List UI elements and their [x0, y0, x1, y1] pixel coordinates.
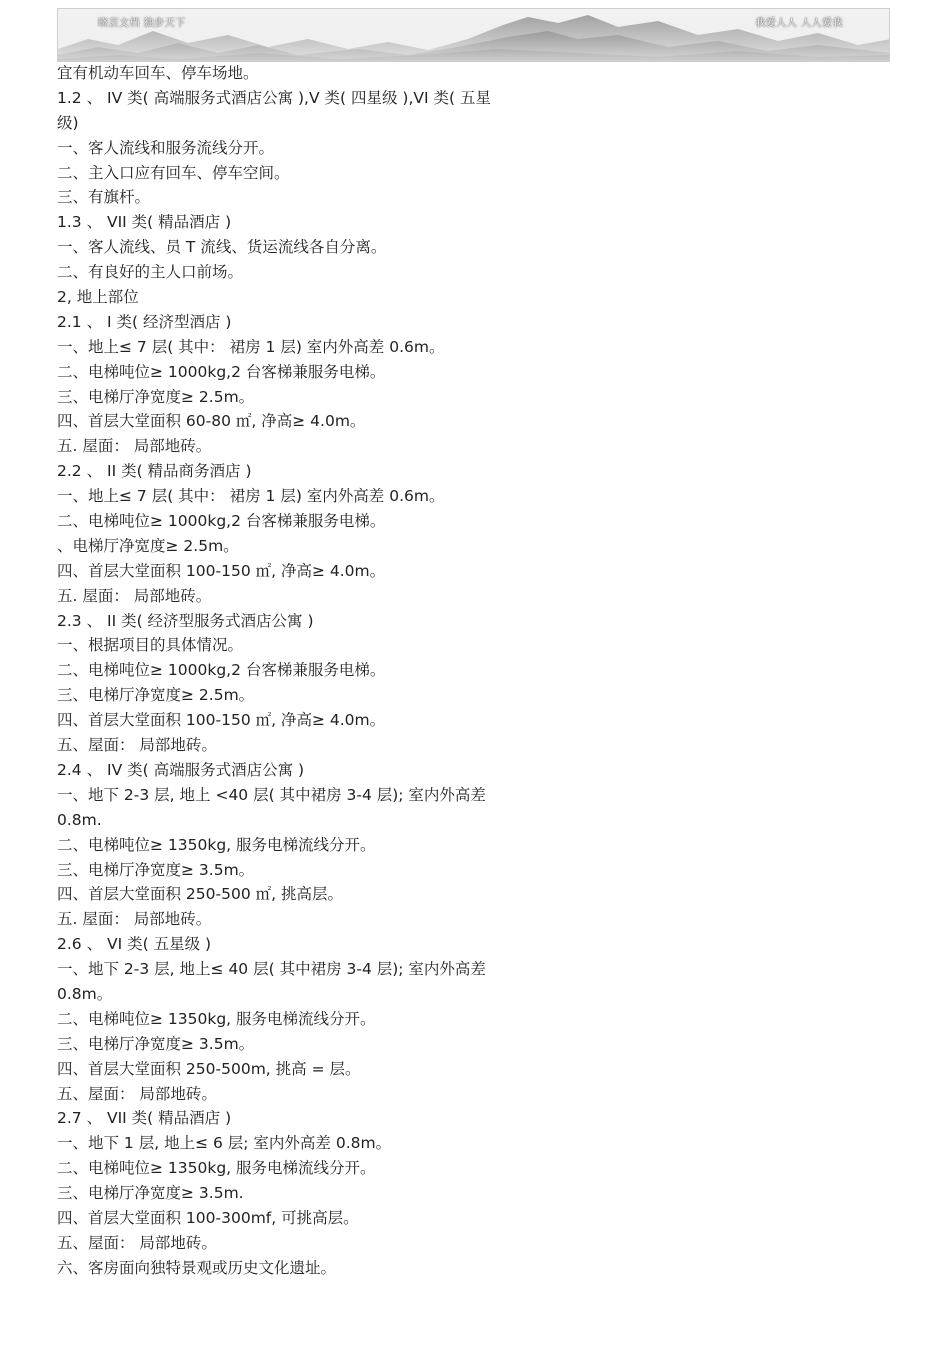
- list-item: 四、首层大堂面积 250-500 ㎡, 挑高层。: [57, 885, 343, 904]
- section-heading: 2.2 、 II 类( 精品商务酒店 ): [57, 462, 252, 481]
- section-heading: 2.3 、 II 类( 经济型服务式酒店公寓 ): [57, 611, 314, 630]
- list-item: 二、电梯吨位≥ 1350kg, 服务电梯流线分开。: [57, 835, 376, 854]
- list-item: 一、地下 2-3 层, 地上≤ 40 层( 其中裙房 3-4 层); 室内外高差: [57, 960, 486, 979]
- list-item: 三、有旗杆。: [57, 188, 151, 207]
- list-item: 四、首层大堂面积 60-80 ㎡, 净高≥ 4.0m。: [57, 412, 366, 431]
- text-line: 宜有机动车回车、停车场地。: [57, 64, 259, 82]
- list-item: 三、电梯厅净宽度≥ 3.5m。: [57, 860, 255, 879]
- text-line: 级): [57, 113, 79, 132]
- list-item: 一、地下 1 层, 地上≤ 6 层; 室内外高差 0.8m。: [57, 1134, 392, 1153]
- section-heading: 2.1 、 I 类( 经济型酒店 ): [57, 312, 232, 331]
- list-item: 一、地上≤ 7 层( 其中： 裙房 1 层) 室内外高差 0.6m。: [57, 487, 445, 506]
- list-item: 四、首层大堂面积 100-300mf, 可挑高层。: [57, 1208, 359, 1227]
- list-item: 四、首层大堂面积 100-150 ㎡, 净高≥ 4.0m。: [57, 561, 386, 580]
- text-line: 0.8m。: [57, 984, 113, 1003]
- section-heading: 2.4 、 IV 类( 高端服务式酒店公寓 ): [57, 760, 305, 779]
- banner-slogan-left: 晓芸文档 独步天下: [98, 18, 186, 29]
- list-item: 五. 屋面： 局部地砖。: [57, 437, 212, 456]
- list-item: 一、客人流线、员 T 流线、货运流线各自分离。: [57, 238, 387, 257]
- section-heading: 1.3 、 VII 类( 精品酒店 ): [57, 213, 232, 232]
- list-item: 三、电梯厅净宽度≥ 3.5m。: [57, 1034, 255, 1053]
- list-item: 一、根据项目的具体情况。: [57, 636, 244, 655]
- list-item: 三、电梯厅净宽度≥ 2.5m。: [57, 387, 255, 406]
- list-item: 六、客房面向独特景观或历史文化遗址。: [57, 1258, 337, 1277]
- list-item: 五. 屋面： 局部地砖。: [57, 586, 212, 605]
- list-item: 一、客人流线和服务流线分开。: [57, 138, 275, 157]
- list-item: 、电梯厅净宽度≥ 2.5m。: [57, 536, 239, 555]
- chapter-heading: 2, 地上部位: [57, 288, 139, 307]
- list-item: 二、电梯吨位≥ 1000kg,2 台客梯兼服务电梯。: [57, 661, 386, 680]
- section-heading: 2.7 、 VII 类( 精品酒店 ): [57, 1109, 232, 1128]
- list-item: 五、屋面： 局部地砖。: [57, 1084, 217, 1103]
- banner-slogan-right: 我爱人人 人人爱我: [755, 18, 843, 29]
- list-item: 三、电梯厅净宽度≥ 2.5m。: [57, 686, 255, 705]
- list-item: 一、地上≤ 7 层( 其中： 裙房 1 层) 室内外高差 0.6m。: [57, 337, 445, 356]
- document-body: [57, 61, 597, 1281]
- list-item: 二、有良好的主人口前场。: [57, 263, 244, 282]
- list-item: 四、首层大堂面积 250-500m, 挑高 = 层。: [57, 1059, 361, 1078]
- list-item: 二、电梯吨位≥ 1000kg,2 台客梯兼服务电梯。: [57, 362, 386, 381]
- text-line: 0.8m.: [57, 810, 102, 829]
- list-item: 五. 屋面： 局部地砖。: [57, 910, 212, 929]
- list-item: 二、电梯吨位≥ 1000kg,2 台客梯兼服务电梯。: [57, 512, 386, 531]
- list-item: 二、主入口应有回车、停车空间。: [57, 163, 290, 182]
- list-item: 四、首层大堂面积 100-150 ㎡, 净高≥ 4.0m。: [57, 711, 386, 730]
- list-item: 二、电梯吨位≥ 1350kg, 服务电梯流线分开。: [57, 1159, 376, 1178]
- list-item: 一、地下 2-3 层, 地上 <40 层( 其中裙房 3-4 层); 室内外高差: [57, 785, 486, 804]
- section-heading: 1.2 、 IV 类( 高端服务式酒店公寓 ),V 类( 四星级 ),VI 类( 五星: [57, 88, 491, 107]
- list-item: 二、电梯吨位≥ 1350kg, 服务电梯流线分开。: [57, 1009, 376, 1028]
- list-item: 三、电梯厅净宽度≥ 3.5m.: [57, 1184, 244, 1203]
- header-banner: [57, 8, 890, 62]
- section-heading: 2.6 、 VI 类( 五星级 ): [57, 935, 212, 954]
- list-item: 五、屋面： 局部地砖。: [57, 1233, 217, 1252]
- list-item: 五、屋面： 局部地砖。: [57, 736, 217, 755]
